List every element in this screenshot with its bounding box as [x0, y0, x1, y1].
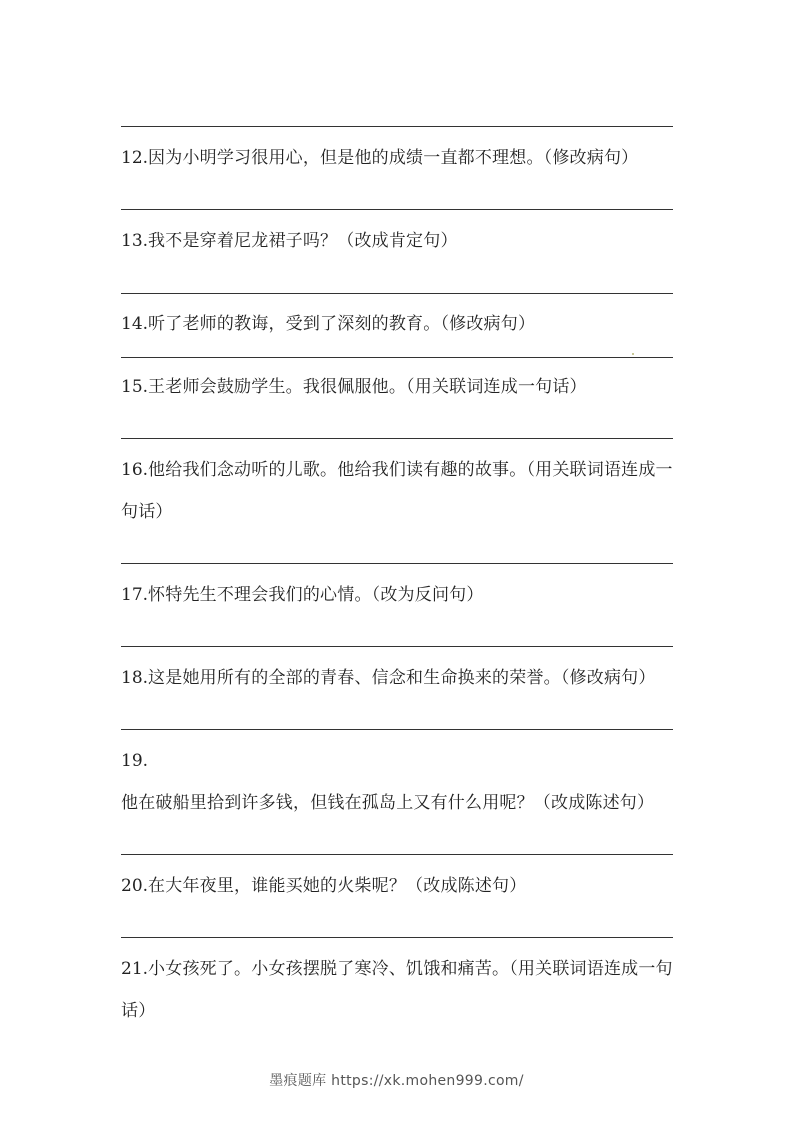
question-number: 13. [121, 231, 149, 251]
question-19 [121, 740, 677, 824]
question-15 [121, 366, 677, 408]
question-number: 16. [121, 460, 149, 480]
answer-line [121, 293, 673, 294]
question-number: 15. [121, 377, 149, 397]
question-number: 19. [121, 751, 149, 771]
answer-line [121, 126, 673, 127]
speck [632, 353, 634, 355]
answer-line [121, 937, 673, 938]
footer-watermark[interactable]: 墨痕题库 https://xk.mohen999.com/ [269, 1073, 524, 1089]
question-13 [121, 220, 677, 262]
answer-line [121, 729, 673, 730]
question-number: 12. [121, 148, 149, 168]
answer-line [121, 438, 673, 439]
question-text: 他在破船里拾到许多钱，但钱在孤岛上又有什么用呢？（改成陈述句） [121, 793, 655, 813]
question-text: 怀特先生不理会我们的心情。（改为反问句） [148, 585, 484, 605]
question-text: 王老师会鼓励学生。我很佩服他。（用关联词连成一句话） [148, 377, 587, 397]
answer-line [121, 646, 673, 647]
question-text: 小女孩死了。小女孩摆脱了寒冷、饥饿和痛苦。（用关联词语连成一句话） [121, 959, 673, 1021]
answer-line [121, 209, 673, 210]
answer-line [121, 357, 673, 358]
question-17 [121, 574, 677, 616]
answer-line [121, 854, 673, 855]
question-text: 我不是穿着尼龙裙子吗？（改成肯定句） [148, 231, 458, 251]
question-21 [121, 948, 677, 1032]
question-number: 18. [121, 668, 149, 688]
question-number: 20. [121, 876, 149, 896]
question-text: 听了老师的教诲，受到了深刻的教育。（修改病句） [148, 314, 536, 334]
question-number: 17. [121, 585, 149, 605]
question-number: 21. [121, 959, 149, 979]
answer-line [121, 563, 673, 564]
question-12 [121, 137, 677, 179]
question-text: 他给我们念动听的儿歌。他给我们读有趣的故事。（用关联词语连成一句话） [121, 460, 673, 522]
question-14 [121, 303, 677, 345]
question-20 [121, 865, 677, 907]
question-16 [121, 449, 677, 533]
question-text: 这是她用所有的全部的青春、信念和生命换来的荣誉。（修改病句） [148, 668, 656, 688]
question-text: 因为小明学习很用心，但是他的成绩一直都不理想。（修改病句） [148, 148, 639, 168]
question-text: 在大年夜里，谁能买她的火柴呢？（改成陈述句） [148, 876, 527, 896]
question-number: 14. [121, 314, 149, 334]
question-18 [121, 657, 677, 699]
